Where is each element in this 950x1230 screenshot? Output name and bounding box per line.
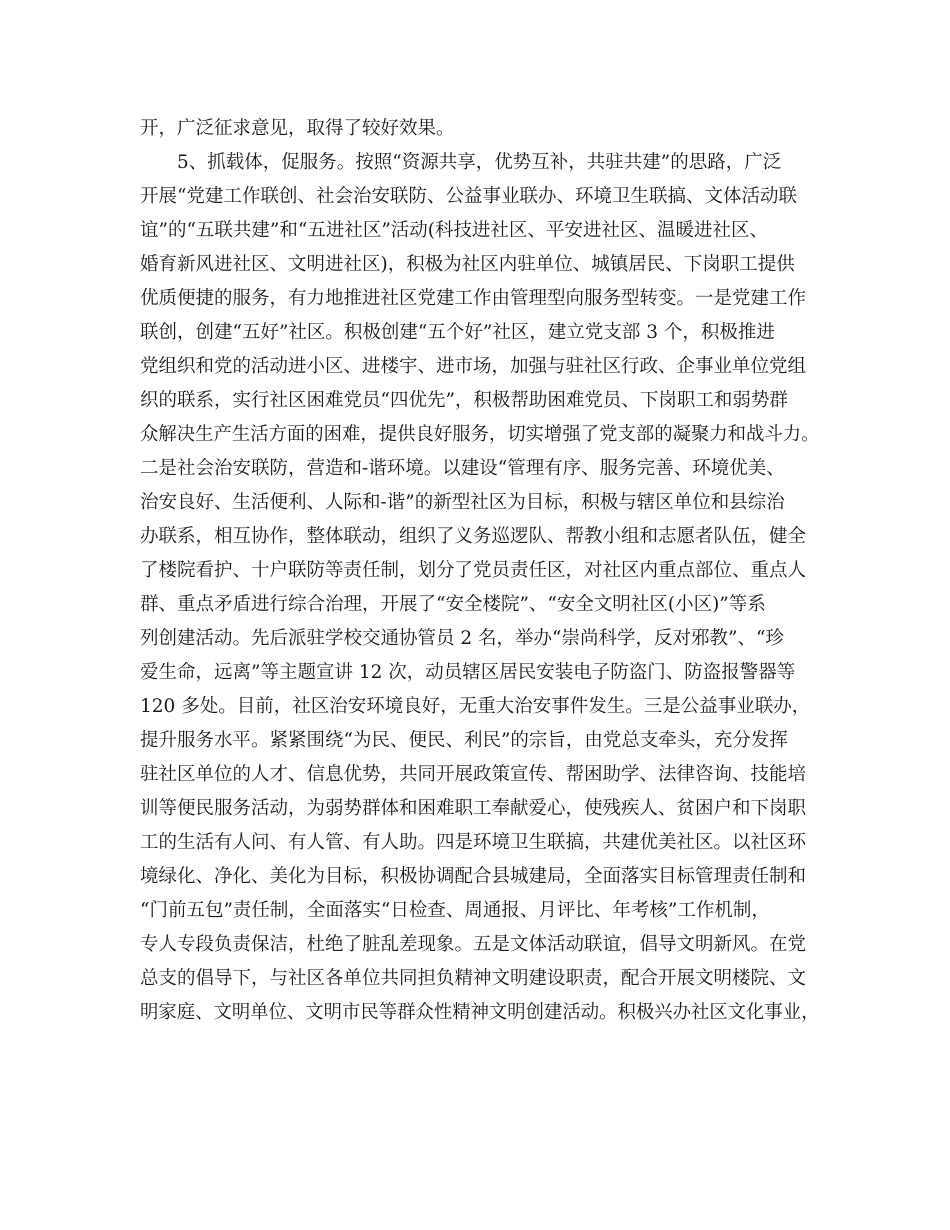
- text-line: 开展“党建工作联创、社会治安联防、公益事业联办、环境卫生联搞、文体活动联: [140, 186, 797, 207]
- text-line: 境绿化、净化、美化为目标，积极协调配合县城建局，全面落实目标管理责任制和: [140, 866, 807, 887]
- text-line: 办联系，相互协作，整体联动，组织了义务巡逻队、帮教小组和志愿者队伍，健全: [140, 526, 807, 547]
- text-line: 工的生活有人问、有人管、有人助。四是环境卫生联搞，共建优美社区。以社区环: [140, 832, 807, 853]
- text-line: 联创，创建“五好”社区。积极创建“五个好”社区，建立党支部 3 个，积极推进: [140, 322, 775, 343]
- text-line: 众解决生产生活方面的困难，提供良好服务，切实增强了党支部的凝聚力和战斗力。: [140, 424, 820, 445]
- text-line: 治安良好、生活便利、人际和-谐”的新型社区为目标，积极与辖区单位和县综治: [140, 492, 785, 513]
- text-line: 驻社区单位的人才、信息优势，共同开展政策宣传、帮困助学、法律咨询、技能培: [140, 764, 807, 785]
- text-line: 提升服务水平。紧紧围绕“为民、便民、利民”的宗旨，由党总支牵头，充分发挥: [140, 730, 788, 751]
- text-line: 谊”的“五联共建”和“五进社区”活动(科技进社区、平安进社区、温暖进社区、: [140, 220, 769, 241]
- text-line: 120 多处。目前，社区治安环境良好，无重大治安事件发生。三是公益事业联办，: [140, 696, 811, 717]
- text-line: 优质便捷的服务，有力地推进社区党建工作由管理型向服务型转变。一是党建工作: [140, 288, 807, 309]
- text-line: 专人专段负责保洁，杜绝了脏乱差现象。五是文体活动联谊，倡导文明新风。在党: [140, 934, 807, 955]
- text-line: 总支的倡导下，与社区各单位共同担负精神文明建设职责，配合开展文明楼院、文: [140, 968, 807, 989]
- text-line: 爱生命，远离”等主题宣讲 12 次，动员辖区居民安装电子防盗门、防盗报警器等: [140, 662, 796, 683]
- text-line: 织的联系，实行社区困难党员“四优先”，积极帮助困难党员、下岗职工和弱势群: [140, 390, 788, 411]
- text-line: 开，广泛征求意见，取得了较好效果。: [140, 118, 455, 139]
- text-line: 群、重点矛盾进行综合治理，开展了“安全楼院”、“安全文明社区(小区)”等系: [140, 594, 766, 615]
- text-line: 党组织和党的活动进小区、进楼宇、进市场，加强与驻社区行政、企事业单位党组: [140, 356, 807, 377]
- text-line: “门前五包”责任制，全面落实“日检查、周通报、月评比、年考核”工作机制，: [140, 900, 770, 921]
- text-line: 二是社会治安联防，营造和-谐环境。以建设“管理有序、服务完善、环境优美、: [140, 458, 785, 479]
- text-line: 婚育新风进社区、文明进社区)，积极为社区内驻单位、城镇居民、下岗职工提供: [140, 254, 795, 275]
- text-line: 训等便民服务活动，为弱势群体和困难职工奉献爱心，使残疾人、贫困户和下岗职: [140, 798, 807, 819]
- text-line: 了楼院看护、十户联防等责任制，划分了党员责任区，对社区内重点部位、重点人: [140, 560, 807, 581]
- text-line: 明家庭、文明单位、文明市民等群众性精神文明创建活动。积极兴办社区文化事业，: [140, 1002, 820, 1023]
- text-line: 5、抓载体，促服务。按照“资源共享，优势互补，共驻共建”的思路，广泛: [140, 152, 782, 173]
- text-line: 列创建活动。先后派驻学校交通协管员 2 名，举办“崇尚科学，反对邪教”、“珍: [140, 628, 784, 649]
